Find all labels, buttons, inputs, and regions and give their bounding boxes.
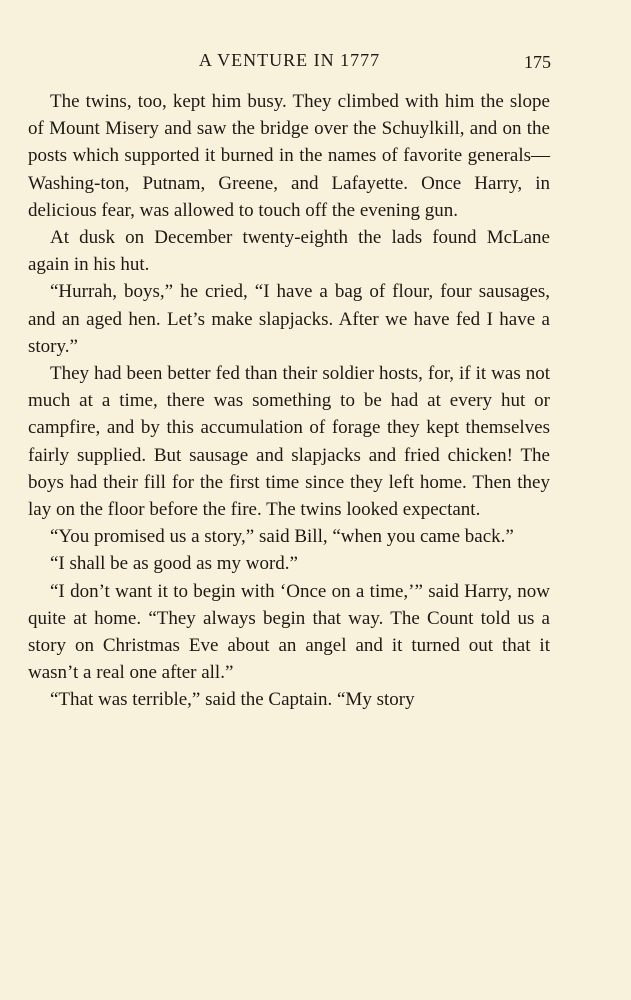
page-number: 175 xyxy=(524,52,551,72)
paragraph: “That was terrible,” said the Captain. “My story xyxy=(50,689,415,711)
paragraph: The twins, too, kept him busy. They climbed with him the slope of Mount Misery and saw the bridge over the Schuylkill, and on the posts which supported it burned in the names of favorite generals—Washing-ton, Putnam, Greene, and Lafayette. Once Harry, in delicious fear, was allowed to touch off the evening gun. xyxy=(28,91,550,221)
paragraph: They had been better fed than their soldier hosts, for, if it was not much at a time, there was something to be had at every hut or campfire, and by this accumulation of forage they kept themselves fairly supplied. But sausage and slapjacks and fried chicken! The boys had their fill for the first time since they left home. Then they lay on the floor before the fire. The twins looked expectant. xyxy=(28,363,550,521)
running-head xyxy=(28,50,551,72)
running-title: A VENTURE IN 1777 xyxy=(198,50,381,70)
body-text xyxy=(28,88,550,714)
paragraph: At dusk on December twenty-eighth the lads found McLane again in his hut. xyxy=(28,227,550,276)
paragraph: “You promised us a story,” said Bill, “when you came back.” xyxy=(50,526,514,548)
paragraph: “Hurrah, boys,” he cried, “I have a bag of flour, four sausages, and an aged hen. Let’s make slapjacks. After we have fed I have a story.” xyxy=(28,281,550,357)
paragraph: “I shall be as good as my word.” xyxy=(50,553,298,575)
paragraph: “I don’t want it to begin with ‘Once on a time,’” said Harry, now quite at home. “They always begin that way. The Count told us a story on Christmas Eve about an angel and it turned out that it wasn’t a real one after all.” xyxy=(28,580,550,684)
